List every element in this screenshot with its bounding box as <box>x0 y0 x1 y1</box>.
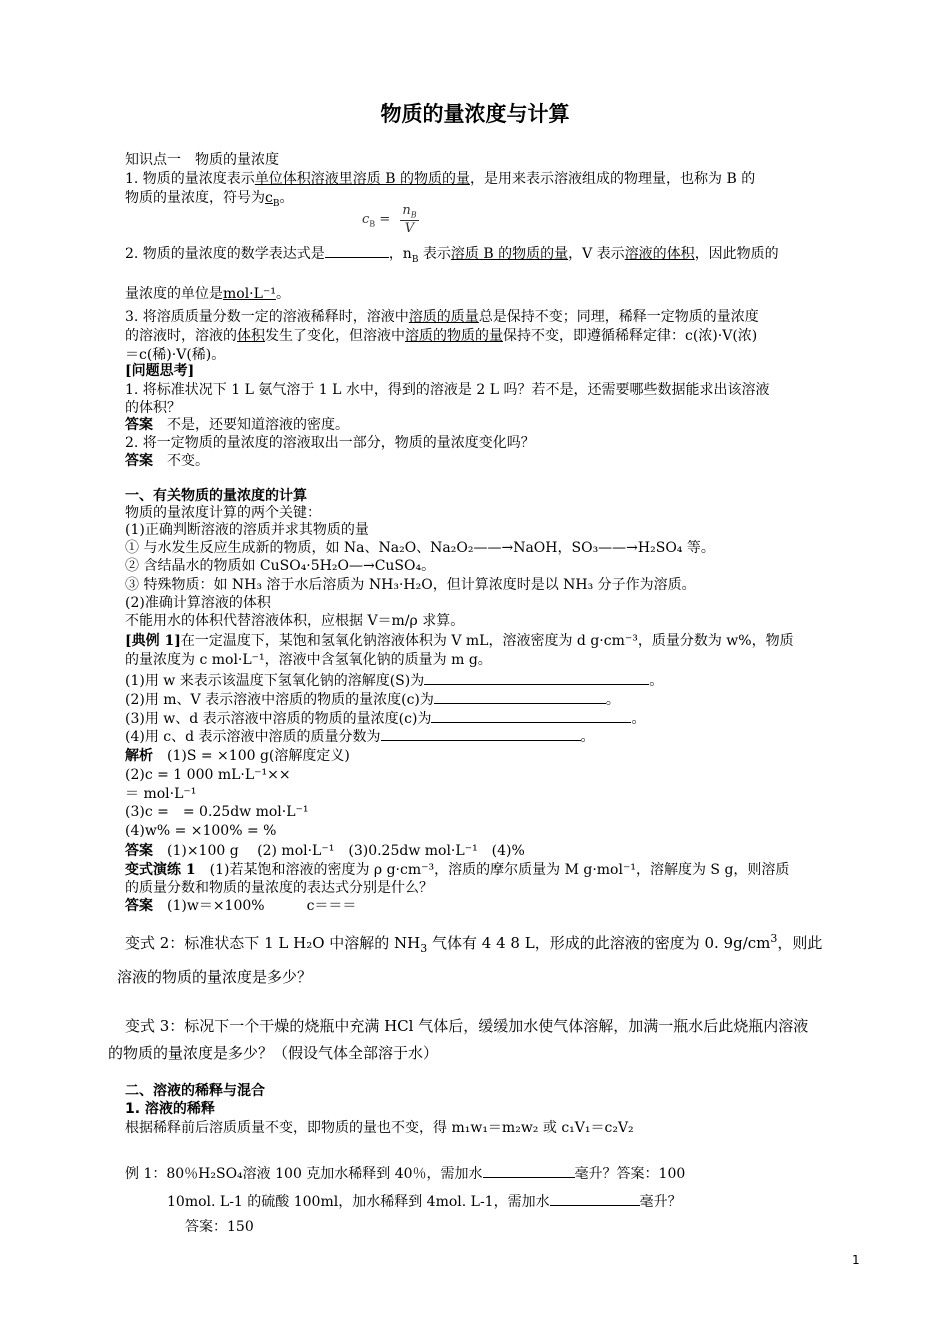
variant-2-line1: 变式 2：标准状态下 1 L H₂O 中溶解的 $NH_3$ 气体有 4 4 8 L，形成的此溶液的密度为 0. $9g/cm^3$，则此 <box>125 932 823 955</box>
example-1-answer: 答案 (1)×100 g (2) mol·L⁻¹ (3)0.25dw mol·L⁻¹ (4)% <box>125 843 525 859</box>
example-1-q1: (1)用 w 来表示该温度下氢氧化钠的溶解度(S)为 。 <box>125 673 664 689</box>
question-1-line1: 1. 将标准状况下 1 L 氨气溶于 1 L 水中，得到的溶液是 2 L 吗？若不是，还需要哪些数据能求出该溶液 <box>125 382 770 398</box>
blank-line <box>424 672 649 685</box>
variant-3-line1: 变式 3：标况下一个干燥的烧瓶中充满 HCl 气体后，缓缓加水使气体溶解，加满一瓶水后此烧瓶内溶液 <box>125 1017 809 1035</box>
formula-fraction: $\frac{n_B}{V}$ <box>402 203 417 236</box>
section-1-line5: ③ 特殊物质：如 NH₃ 溶于水后溶质为 NH₃·H₂O，但计算浓度时是以 NH₃ 分子作为溶质。 <box>125 577 696 593</box>
blank-line <box>483 1165 575 1178</box>
kp1-heading: 知识点一 物质的量浓度 <box>125 152 279 168</box>
section-1-heading: 一、有关物质的量浓度的计算 <box>125 488 307 504</box>
variant-1-answer: 答案 (1)w＝×100% c＝＝＝ <box>125 898 357 914</box>
dilution-example-answer: 答案：150 <box>185 1219 254 1235</box>
blank-line <box>550 1193 640 1206</box>
section-1-line4: ② 含结晶水的物质如 CuSO₄·5H₂O—→CuSO₄。 <box>125 558 436 574</box>
analysis-line3: ＝ mol·L⁻¹ <box>125 786 197 802</box>
section-2-subheading: 1. 溶液的稀释 <box>125 1101 215 1117</box>
section-2-line1: 根据稀释前后溶质质量不变，即物质的量也不变，得 m₁w₁＝m₂w₂ 或 c₁V₁＝c₂V₂ <box>125 1120 634 1136</box>
analysis-line5: (4)w% = ×100% = % <box>125 823 277 839</box>
blank-line <box>434 691 606 704</box>
kp1-item2-line1: 2. 物质的量浓度的数学表达式是 ，$n_B$ 表示溶质 B 的物质的量，V 表示溶液的体积，因此物质的 <box>125 246 779 265</box>
section-1-line3: ① 与水发生反应生成新的物质，如 Na、Na₂O、Na₂O₂——→NaOH，SO₃——→H₂SO₄ 等。 <box>125 540 715 556</box>
kp1-term-def: 单位体积溶液里溶质 B 的物质的量 <box>254 171 471 187</box>
variant-2-line2: 溶液的物质的量浓度是多少？ <box>117 968 313 986</box>
example-1-q3: (3)用 w、d 表示溶液中溶质的物质的量浓度(c)为 。 <box>125 711 646 727</box>
kp1-item3-line1: 3. 将溶质质量分数一定的溶液稀释时，溶液中溶质的质量总是保持不变；同理，稀释一定物质的量浓度 <box>125 309 759 325</box>
example-1-q4: (4)用 c、d 表示溶液中溶质的质量分数为 。 <box>125 729 595 745</box>
dilution-example-line2: 10mol. L-1 的硫酸 100ml，加水稀释到 4mol. L-1，需加水 毫升？ <box>167 1194 682 1210</box>
section-2-heading: 二、溶液的稀释与混合 <box>125 1083 265 1099</box>
kp1-item2-line2: 量浓度的单位是mol·L⁻¹。 <box>125 286 290 302</box>
example-1-line2: 的量浓度为 c mol·L⁻¹，溶液中含氢氧化钠的质量为 m g。 <box>125 652 492 668</box>
kp1-item3-line3: ＝c(稀)·V(稀)。 <box>125 347 226 363</box>
blank-line <box>381 728 581 741</box>
question-1-line2: 的体积？ <box>125 400 181 416</box>
analysis-line4: (3)c = = 0.25dw mol·L⁻¹ <box>125 804 309 820</box>
page-title: 物质的量浓度与计算 <box>380 102 570 126</box>
section-1-line6: (2)准确计算溶液的体积 <box>125 595 271 611</box>
concentration-formula: $c_B$ = $\frac{n_B}{V}$ <box>362 203 417 236</box>
analysis-line1: 解析 (1)S = ×100 g(溶解度定义) <box>125 748 350 764</box>
section-1-line2: (1)正确判断溶液的溶质并求其物质的量 <box>125 522 369 538</box>
kp1-item1-line2: 物质的量浓度，符号为$c_B$。 <box>125 190 294 209</box>
question-2-answer: 答案 不变。 <box>125 453 209 469</box>
blank-line <box>325 245 389 258</box>
question-heading: [问题思考] <box>125 363 195 379</box>
variant-1-line1: 变式演练 1 (1)若某饱和溶液的密度为 ρ g·cm⁻³，溶质的摩尔质量为 M g·mol⁻¹，溶解度为 S g，则溶质 <box>125 862 790 878</box>
analysis-line2: (2)c = 1 000 mL·L⁻¹×× <box>125 767 291 783</box>
page-number: 1 <box>852 1253 860 1267</box>
dilution-example-line1: 例 1：80％H₂SO₄溶液 100 克加水稀释到 40％，需加水 毫升？答案：100 <box>125 1166 686 1182</box>
section-1-line1: 物质的量浓度计算的两个关键： <box>125 505 321 521</box>
question-2: 2. 将一定物质的量浓度的溶液取出一部分，物质的量浓度变化吗？ <box>125 435 535 451</box>
variant-1-line2: 的质量分数和物质的量浓度的表达式分别是什么？ <box>125 880 433 896</box>
example-1-line1: [典例 1]在一定温度下，某饱和氢氧化钠溶液体积为 V mL，溶液密度为 d g·cm⁻³，质量分数为 w%，物质 <box>125 633 794 649</box>
question-1-answer: 答案 不是，还要知道溶液的密度。 <box>125 417 349 433</box>
kp1-symbol: $c_B$ <box>265 190 280 209</box>
kp1-item3-line2: 的溶液时，溶液的体积发生了变化，但溶液中溶质的物质的量保持不变，即遵循稀释定律：c(浓)·V(浓) <box>125 328 758 344</box>
variant-3-line2: 的物质的量浓度是多少？（假设气体全部溶于水） <box>108 1044 439 1062</box>
blank-line <box>431 710 631 723</box>
unit-mol-per-l: mol·L⁻¹ <box>223 286 276 302</box>
kp1-item1-line1: 1. 物质的量浓度表示单位体积溶液里溶质 B 的物质的量，是用来表示溶液组成的物理量，也称为 B 的 <box>125 171 756 187</box>
section-1-line7: 不能用水的体积代替溶液体积，应根据 V＝m/ρ 求算。 <box>125 613 465 629</box>
example-1-q2: (2)用 m、V 表示溶液中溶质的物质的量浓度(c)为 。 <box>125 692 620 708</box>
